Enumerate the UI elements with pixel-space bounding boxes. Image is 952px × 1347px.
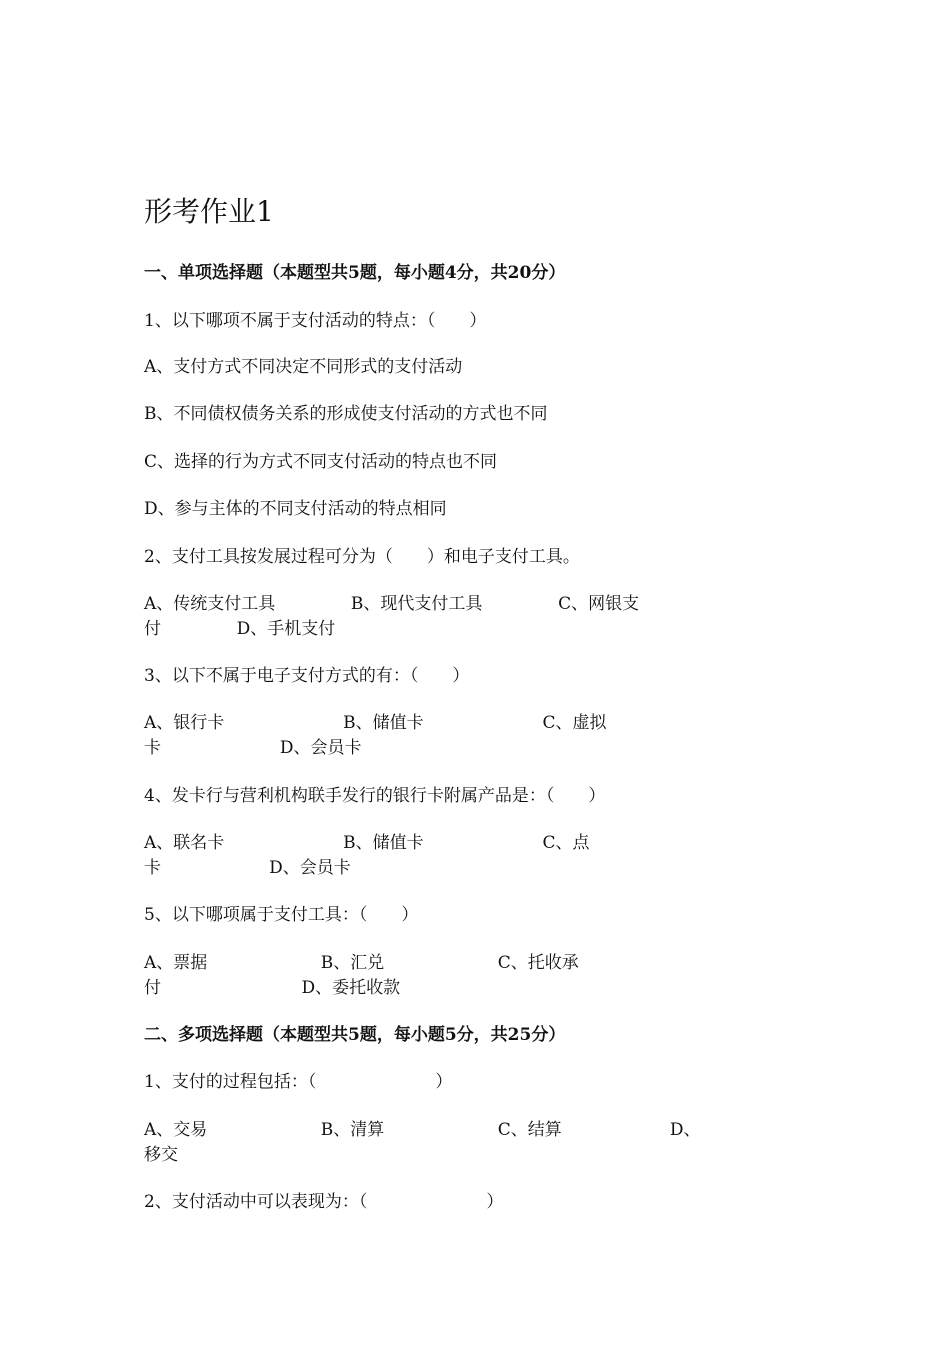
question-stem: 1、支付的过程包括：（ ） (144, 1072, 453, 1092)
options-line: A、联名卡 B、储值卡 C、点 (144, 833, 590, 853)
options-line: A、银行卡 B、储值卡 C、虚拟 (144, 713, 607, 733)
options-line: A、交易 B、清算 C、结算 D、 (144, 1120, 701, 1140)
question-stem: 3、以下不属于电子支付方式的有：（ ） (144, 666, 470, 686)
section-heading-single-choice: 一、单项选择题（本题型共5题，每小题4分，共20分） (144, 263, 566, 283)
question-stem: 4、发卡行与营利机构联手发行的银行卡附属产品是：（ ） (144, 786, 606, 806)
options-line: 付 D、委托收款 (144, 978, 401, 998)
question-stem: 2、支付活动中可以表现为：（ ） (144, 1192, 504, 1212)
options-line: A、票据 B、汇兑 C、托收承 (144, 953, 579, 973)
options-line: A、传统支付工具 B、现代支付工具 C、网银支 (144, 594, 640, 614)
section-heading-multiple-choice: 二、多项选择题（本题型共5题，每小题5分，共25分） (144, 1025, 566, 1045)
option-b: B、不同债权债务关系的形成使支付活动的方式也不同 (144, 404, 548, 424)
question-stem: 1、以下哪项不属于支付活动的特点：（ ） (144, 311, 487, 331)
option-c: C、选择的行为方式不同支付活动的特点也不同 (144, 452, 498, 472)
options-line: 付 D、手机支付 (144, 619, 336, 639)
options-line: 移交 (144, 1145, 178, 1165)
question-stem: 2、支付工具按发展过程可分为（ ）和电子支付工具。 (144, 547, 580, 567)
option-d: D、参与主体的不同支付活动的特点相同 (144, 499, 447, 519)
question-stem: 5、以下哪项属于支付工具：（ ） (144, 905, 419, 925)
options-line: 卡 D、会员卡 (144, 738, 362, 758)
option-a: A、支付方式不同决定不同形式的支付活动 (144, 357, 463, 377)
document-title: 形考作业1 (144, 195, 274, 228)
options-line: 卡 D、会员卡 (144, 858, 351, 878)
